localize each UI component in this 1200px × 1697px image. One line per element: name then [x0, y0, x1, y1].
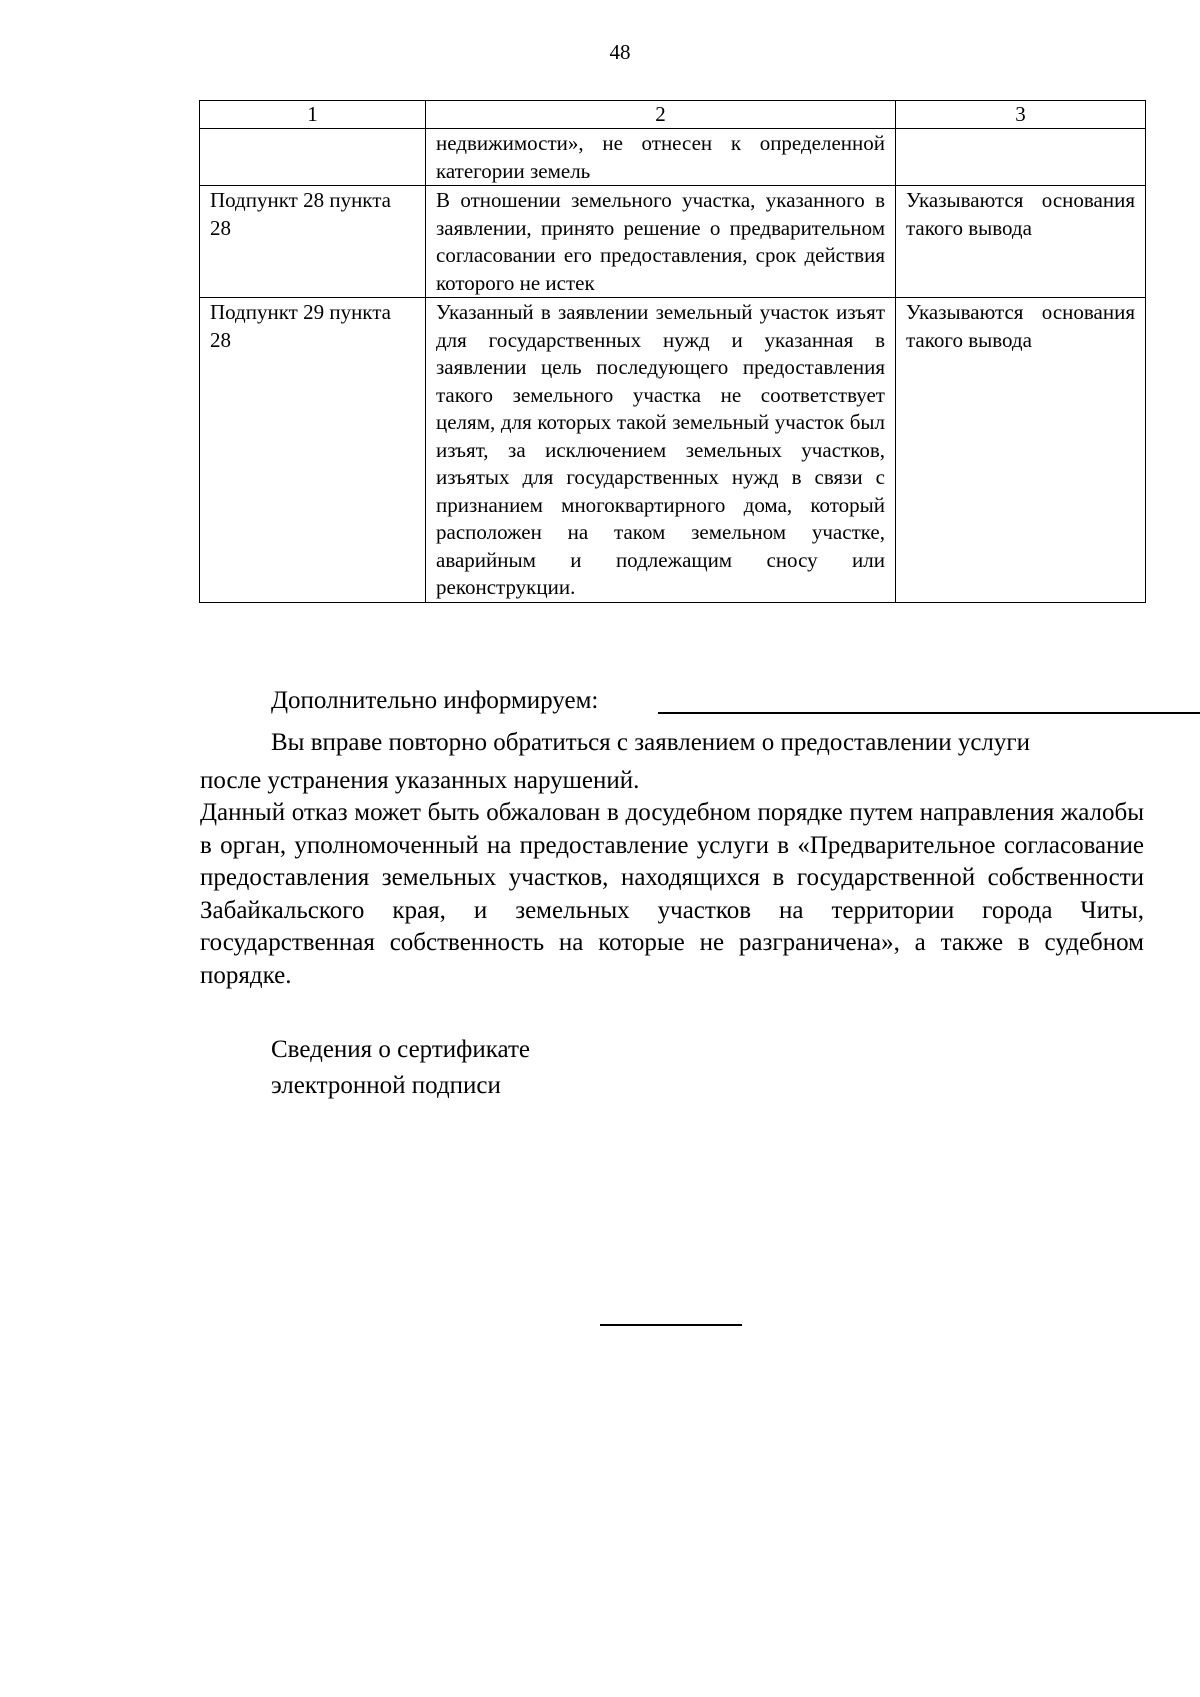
- table-cell-clause: Подпункт 29 пункта 28: [200, 298, 426, 603]
- table-row: [200, 129, 1146, 186]
- column-header-3: 3: [896, 101, 1146, 129]
- table-row: [200, 186, 1146, 298]
- column-header-2: 2: [426, 101, 896, 129]
- appeal-paragraph: Данный отказ может быть обжалован в досудебном порядке путем направления жалобы в орган, уполномоченный на предоставление услуги в «Предварительное согласование предоставления земельных участков, находящихся в государственной собственности Забайкальского края, и земельных участков на территории города Читы, государственная собственность на которые не разграничена», а также в судебном порядке.: [200, 799, 1144, 989]
- refusal-grounds-table: [199, 100, 1146, 603]
- table-cell-clause: Подпункт 28 пункта 28: [200, 186, 426, 298]
- table-cell-clause: [200, 129, 426, 186]
- table-cell-reason: недвижимости», не отнесен к определенной категории земель: [426, 129, 896, 186]
- table-cell-reason: В отношении земельного участка, указанного в заявлении, принято решение о предварительном согласовании его предоставления, срок действия которого не истек: [426, 186, 896, 298]
- end-of-document-rule: [600, 1324, 742, 1326]
- retry-paragraph-first-line: Вы вправе повторно обратиться с заявлением о предоставлении услуги: [271, 729, 1031, 756]
- signature-certificate-info: [271, 1032, 530, 1104]
- table-header-row: [200, 101, 1146, 129]
- column-header-1: 1: [200, 101, 426, 129]
- table-row: [200, 298, 1146, 603]
- page-number: 48: [609, 40, 631, 64]
- table-cell-reason: Указанный в заявлении земельный участок изъят для государственных нужд и указанная в заявлении цель последующего предоставления такого земельного участка не соответствует целям, для которых такой земельный участок был изъят, за исключением земельных участков, изъятых для государственных нужд в связи с признанием многоквартирного дома, который расположен на таком земельном участке, аварийным и подлежащим сносу или реконструкции.: [426, 298, 896, 603]
- table-cell-explanation: Указываются основания такого вывода: [896, 186, 1146, 298]
- retry-paragraph-last-line: после устранения указанных нарушений.: [200, 767, 640, 794]
- table-cell-explanation: [896, 129, 1146, 186]
- additional-info-label: Дополнительно информируем:: [271, 687, 599, 714]
- table-cell-explanation: Указываются основания такого вывода: [896, 298, 1146, 603]
- additional-info-blank-line: [658, 712, 1200, 714]
- certificate-line-1: Сведения о сертификате: [271, 1036, 530, 1063]
- certificate-line-2: электронной подписи: [271, 1072, 501, 1099]
